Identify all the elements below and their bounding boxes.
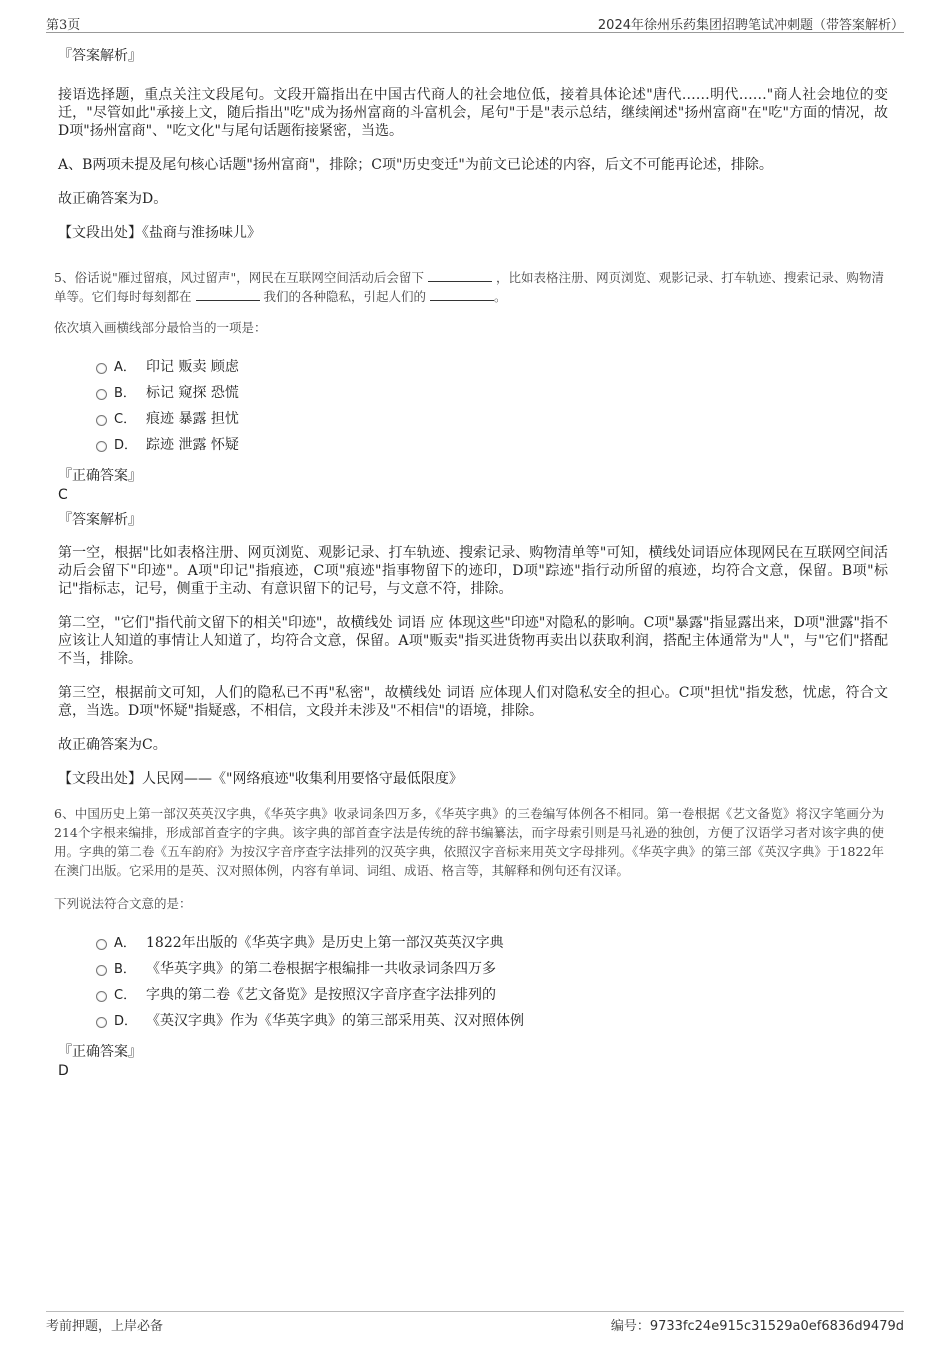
- question-text: ，比如表格注册、网页浏览、观影记录、打车轨迹、搜索记录、购物清单等。它们每时每刻都在: [54, 270, 884, 304]
- radio-icon[interactable]: [96, 939, 107, 950]
- radio-icon[interactable]: [96, 1017, 107, 1028]
- document-title: 2024年徐州乐药集团招聘笔试冲刺题（带答案解析）: [597, 18, 904, 33]
- analysis-label: 『答案解析』: [58, 48, 142, 64]
- code-value: 9733fc24e915c31529a0ef6836d9479d: [649, 1319, 904, 1334]
- option-text: 印记 贩卖 顾虑: [146, 359, 239, 375]
- analysis-paragraph: 接语选择题，重点关注文段尾句。文段开篇指出在中国古代商人的社会地位低，接着具体论述"唐代……明代……"商人社会地位的变迁，"尽管如此"承接上文，随后指出"吃"成为扬州富商的斗富机会，尾句"于是"表示总结，继续阐述"扬州富商"在"吃"方面的情况，故D项"扬州富商"、"吃文化"与尾句话题衔接紧密，当选。: [58, 87, 888, 139]
- analysis-paragraph: 第一空，根据"比如表格注册、网页浏览、观影记录、打车轨迹、搜索记录、购物清单等"可知，横线处词语应体现网民在互联网空间活动后会留下"印迹"。A项"印记"指痕迹，C项"痕迹"指事物留下的迹印，D项"踪迹"指行动所留的痕迹，均符合文意，保留。B项"标记"指标志，记号，侧重于主动、有意识留下的记号，与文意不符，排除。: [58, 545, 888, 597]
- question-stem: [54, 268, 884, 306]
- option-list: [96, 354, 888, 458]
- option-a[interactable]: A． 印记 贩卖 顾虑: [96, 354, 888, 380]
- page-footer: [46, 1311, 904, 1332]
- document-code: [611, 1315, 904, 1334]
- correct-answer-label: 『正确答案』: [58, 468, 142, 484]
- page-header: [46, 14, 904, 33]
- correct-answer: D: [58, 1063, 69, 1079]
- question-stem: 6、中国历史上第一部汉英英汉字典，《华英字典》收录词条四万多，《华英字典》的三卷编写体例各不相同。第一卷根据《艺文备览》将汉字笔画分为214个字根来编排，形成部首查字的字典。该字典的部首查字法是传统的辞书编纂法，而字母索引则是马礼逊的独创，方便了汉语学习者对该字典的使用。字典的第二卷《五车韵府》为按汉字音序查字法排列的汉英字典，依照汉字音标来用英文字母排列。《华英字典》的第三部《英汉字典》于1822年在澳门出版。它采用的是英、汉对照体例，内容有单词、词组、成语、格言等，其解释和例句还有汉译。: [54, 806, 884, 878]
- analysis-paragraph: 第二空，"它们"指代前文留下的相关"印迹"，故横线处 词语 应 体现这些"印迹"对隐私的影响。C项"暴露"指显露出来，D项"泄露"指不应该让人知道的事情让人知道了，均符合文意，保留。A项"贩卖"指买进货物再卖出以获取利润，搭配主体通常为"人"，与"它们"搭配不当，排除。: [58, 615, 888, 667]
- correct-answer-label: 『正确答案』: [58, 1044, 142, 1060]
- footer-slogan: 考前押题，上岸必备: [46, 1319, 164, 1334]
- radio-icon[interactable]: [96, 415, 107, 426]
- option-c[interactable]: C． 痕迹 暴露 担忧: [96, 406, 888, 432]
- question-prompt: 依次填入画横线部分最恰当的一项是：: [54, 320, 267, 335]
- radio-icon[interactable]: [96, 441, 107, 452]
- page-content: [54, 46, 888, 1086]
- question-text: 我们的各种隐私，引起人们的: [263, 289, 426, 304]
- option-b[interactable]: B． 标记 窥探 恐慌: [96, 380, 888, 406]
- analysis-paragraph: 第三空，根据前文可知，人们的隐私已不再"私密"，故横线处 词语 应体现人们对隐私安全的担心。C项"担忧"指发愁，忧虑，符合文意，当选。D项"怀疑"指疑惑，不相信，文段并未涉及"不相信"的语境，排除。: [58, 685, 888, 719]
- radio-icon[interactable]: [96, 965, 107, 976]
- option-d[interactable]: D． 踪迹 泄露 怀疑: [96, 432, 888, 458]
- radio-icon[interactable]: [96, 389, 107, 400]
- page-number: 第3页: [46, 18, 81, 33]
- option-a[interactable]: A． 1822年出版的《华英字典》是历史上第一部汉英英汉字典: [96, 930, 888, 956]
- analysis-label: 『答案解析』: [58, 512, 142, 528]
- analysis-paragraph: A、B两项未提及尾句核心话题"扬州富商"，排除；C项"历史变迁"为前文已论述的内容，后文不可能再论述，排除。: [58, 157, 773, 173]
- option-text: 字典的第二卷《艺文备览》是按照汉字音序查字法排列的: [146, 987, 496, 1003]
- conclusion: 故正确答案为D。: [58, 191, 168, 207]
- option-text: 踪迹 泄露 怀疑: [146, 437, 239, 453]
- radio-icon[interactable]: [96, 363, 107, 374]
- option-d[interactable]: D． 《英汉字典》作为《华英字典》的第三部采用英、汉对照体例: [96, 1008, 888, 1034]
- option-text: 标记 窥探 恐慌: [146, 385, 239, 401]
- option-text: 《英汉字典》作为《华英字典》的第三部采用英、汉对照体例: [146, 1013, 524, 1029]
- fill-blank: [196, 288, 260, 301]
- question-text: 5、俗话说"雁过留痕，风过留声"，网民在互联网空间活动后会留下: [54, 270, 424, 285]
- code-label: 编号：: [610, 1319, 650, 1334]
- conclusion: 故正确答案为C。: [58, 737, 167, 753]
- option-c[interactable]: C． 字典的第二卷《艺文备览》是按照汉字音序查字法排列的: [96, 982, 888, 1008]
- fill-blank: [430, 288, 494, 301]
- source-citation: 【文段出处】《盐商与淮扬味儿》: [58, 225, 261, 241]
- question-prompt: 下列说法符合文意的是：: [54, 896, 192, 911]
- option-text: 痕迹 暴露 担忧: [146, 411, 239, 427]
- option-text: 《华英字典》的第二卷根据字根编排一共收录词条四万多: [146, 961, 496, 977]
- question-text: 。: [493, 289, 507, 304]
- option-text: 1822年出版的《华英字典》是历史上第一部汉英英汉字典: [146, 935, 504, 951]
- source-citation: 【文段出处】人民网——《"网络痕迹"收集利用要恪守最低限度》: [58, 771, 463, 787]
- option-list: [96, 930, 888, 1034]
- option-b[interactable]: B． 《华英字典》的第二卷根据字根编排一共收录词条四万多: [96, 956, 888, 982]
- correct-answer: C: [58, 487, 68, 503]
- fill-blank: [428, 269, 492, 282]
- radio-icon[interactable]: [96, 991, 107, 1002]
